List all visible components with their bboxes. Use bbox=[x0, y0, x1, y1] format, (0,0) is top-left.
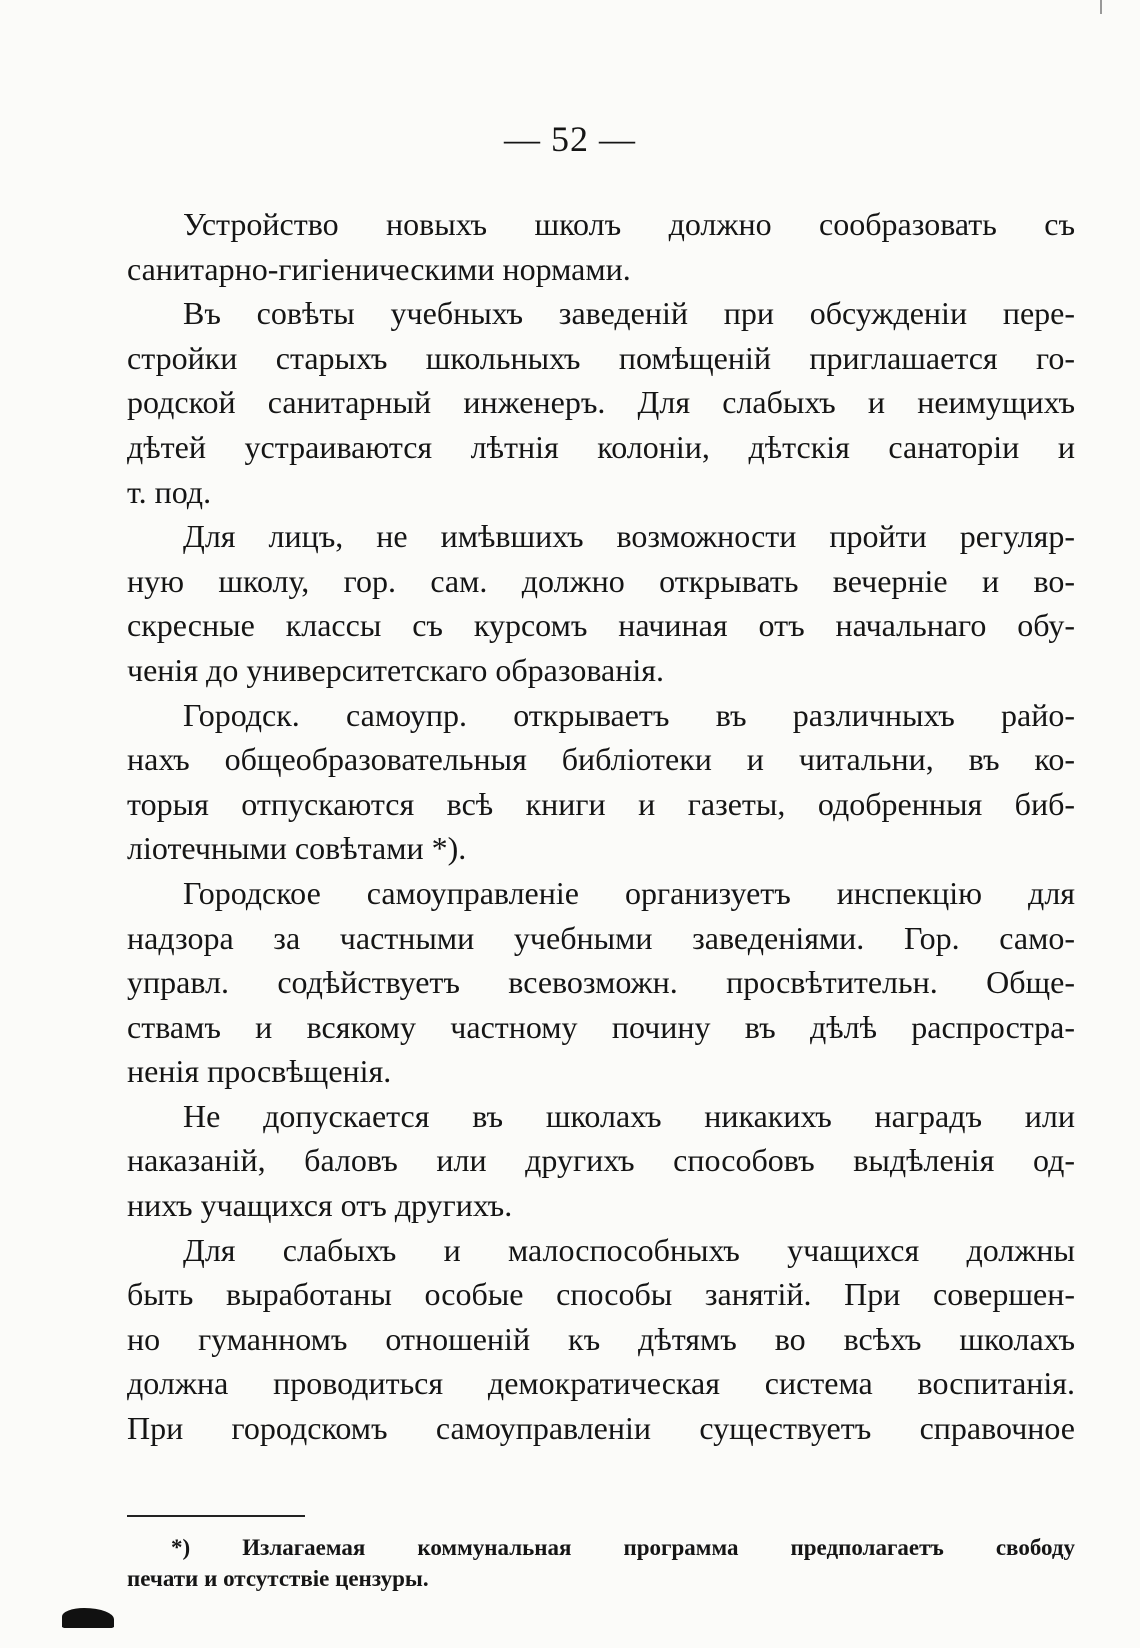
text-line: управл. содѣйствуетъ всевозможн. просвѣтительн. Обще- bbox=[127, 964, 1075, 1001]
text-line: наказаній, баловъ или другихъ способовъ выдѣленія од- bbox=[127, 1142, 1075, 1179]
paragraph bbox=[127, 202, 1075, 291]
text-line: Для слабыхъ и малоспособныхъ учащихся должны bbox=[183, 1231, 1075, 1268]
text-line: родской санитарный инженеръ. Для слабыхъ и неимущихъ bbox=[127, 384, 1075, 421]
text-line: ствамъ и всякому частному почину въ дѣлѣ распростра- bbox=[127, 1008, 1075, 1045]
text-line: дѣтей устраиваются лѣтнія колоніи, дѣтскія санаторіи и bbox=[127, 428, 1075, 465]
text-line: ченія до университетскаго образованія. bbox=[127, 651, 664, 688]
text-line: нахъ общеобразовательныя библіотеки и читальни, въ ко- bbox=[127, 741, 1075, 778]
text-line: быть выработаны особые способы занятій. При совершен- bbox=[127, 1276, 1075, 1313]
paragraph bbox=[127, 514, 1075, 692]
text-line: скресные классы съ курсомъ начиная отъ начальнаго обу- bbox=[127, 607, 1075, 644]
paragraph bbox=[127, 1094, 1075, 1228]
text-line: Городск. самоупр. открываетъ въ различныхъ райо- bbox=[183, 696, 1075, 733]
text-line: Городское самоуправленіе организуетъ инспекцію для bbox=[183, 874, 1075, 911]
footnote-line: *) Излагаемая коммунальная программа предполагаетъ свободу bbox=[171, 1535, 1075, 1560]
text-line: Для лицъ, не имѣвшихъ возможности пройти регуляр- bbox=[183, 518, 1075, 555]
text-line: ную школу, гор. сам. должно открывать вечерніе и во- bbox=[127, 562, 1075, 599]
ink-blot bbox=[62, 1608, 114, 1628]
footnote-rule bbox=[127, 1515, 305, 1517]
paragraph bbox=[127, 1228, 1075, 1451]
text-line: Устройство новыхъ школъ должно сообразовать съ bbox=[183, 206, 1075, 242]
text-line: ліотечными совѣтами *). bbox=[127, 830, 467, 867]
footnote bbox=[127, 1532, 1075, 1594]
text-line: но гуманномъ отношеній къ дѣтямъ во всѣхъ школахъ bbox=[127, 1320, 1075, 1357]
paragraph bbox=[127, 291, 1075, 514]
text-line: При городскомъ самоуправленіи существуетъ справочное bbox=[127, 1410, 1075, 1447]
footnote-line: печати и отсутствіе цензуры. bbox=[127, 1566, 429, 1591]
text-line: Не допускается въ школахъ никакихъ наградъ или bbox=[183, 1097, 1075, 1134]
text-line: торыя отпускаются всѣ книги и газеты, одобренныя биб- bbox=[127, 785, 1075, 822]
paragraph bbox=[127, 871, 1075, 1094]
text-line: должна проводиться демократическая система воспитанія. bbox=[127, 1365, 1075, 1402]
text-line: санитарно-гигіеническими нормами. bbox=[127, 250, 631, 287]
text-line: т. под. bbox=[127, 473, 212, 510]
text-line: ненія просвѣщенія. bbox=[127, 1053, 392, 1090]
page-number: — 52 — bbox=[504, 119, 636, 159]
page-edge-mark bbox=[1100, 0, 1102, 14]
text-line: нихъ учащихся отъ другихъ. bbox=[127, 1187, 513, 1224]
body-text bbox=[127, 202, 1075, 1451]
text-line: Въ совѣты учебныхъ заведеній при обсужденіи пере- bbox=[183, 295, 1075, 332]
paragraph bbox=[127, 693, 1075, 871]
text-line: стройки старыхъ школьныхъ помѣщеній приглашается го- bbox=[127, 339, 1075, 376]
text-line: надзора за частными учебными заведеніями. Гор. само- bbox=[127, 919, 1075, 956]
